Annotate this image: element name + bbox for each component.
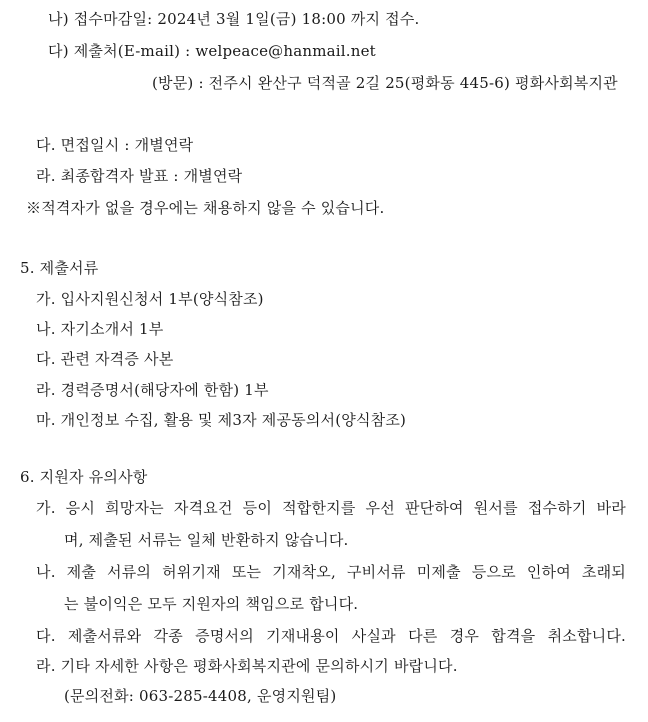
interview-date: 다. 면접일시 : 개별연락 [36,136,194,154]
note-item-ga-line1: 가. 응시 희망자는 자격요건 등이 적합한지를 우선 판단하여 원서를 접수하기 바라 [36,499,626,517]
notes-heading: 6. 지원자 유의사항 [20,468,148,486]
document-item: 라. 경력증명서(해당자에 한함) 1부 [36,381,269,399]
documents-heading: 5. 제출서류 [20,259,99,277]
note-item-na-line2: 는 불이익은 모두 지원자의 책임으로 합니다. [64,595,359,613]
application-visit-address: (방문) : 전주시 완산구 덕적골 2길 25(평화동 445-6) 평화사회복지관 [152,74,618,92]
contact-info: (문의전화: 063-285-4408, 운영지원팀) [64,687,337,705]
note-item-na-line1: 나. 제출 서류의 허위기재 또는 기재착오, 구비서류 미제출 등으로 인하여 초래되 [36,563,626,581]
application-deadline: 나) 접수마감일: 2024년 3월 1일(금) 18:00 까지 접수. [48,10,420,28]
note-item-ga-line2: 며, 제출된 서류는 일체 반환하지 않습니다. [64,531,349,549]
note-item-ra: 라. 기타 자세한 사항은 평화사회복지관에 문의하시기 바랍니다. [36,657,458,675]
note-item-da: 다. 제출서류와 각종 증명서의 기재내용이 사실과 다른 경우 합격을 취소합니다. [36,627,626,645]
document-item: 다. 관련 자격증 사본 [36,350,174,368]
document-item: 나. 자기소개서 1부 [36,320,164,338]
final-announcement: 라. 최종합격자 발표 : 개별연락 [36,167,243,185]
document-item: 가. 입사지원신청서 1부(양식참조) [36,290,264,308]
document-item: 마. 개인정보 수집, 활용 및 제3자 제공동의서(양식참조) [36,411,407,429]
no-hire-note: ※적격자가 없을 경우에는 채용하지 않을 수 있습니다. [26,199,385,217]
application-email: 다) 제출처(E-mail) : welpeace@hanmail.net [48,42,376,60]
